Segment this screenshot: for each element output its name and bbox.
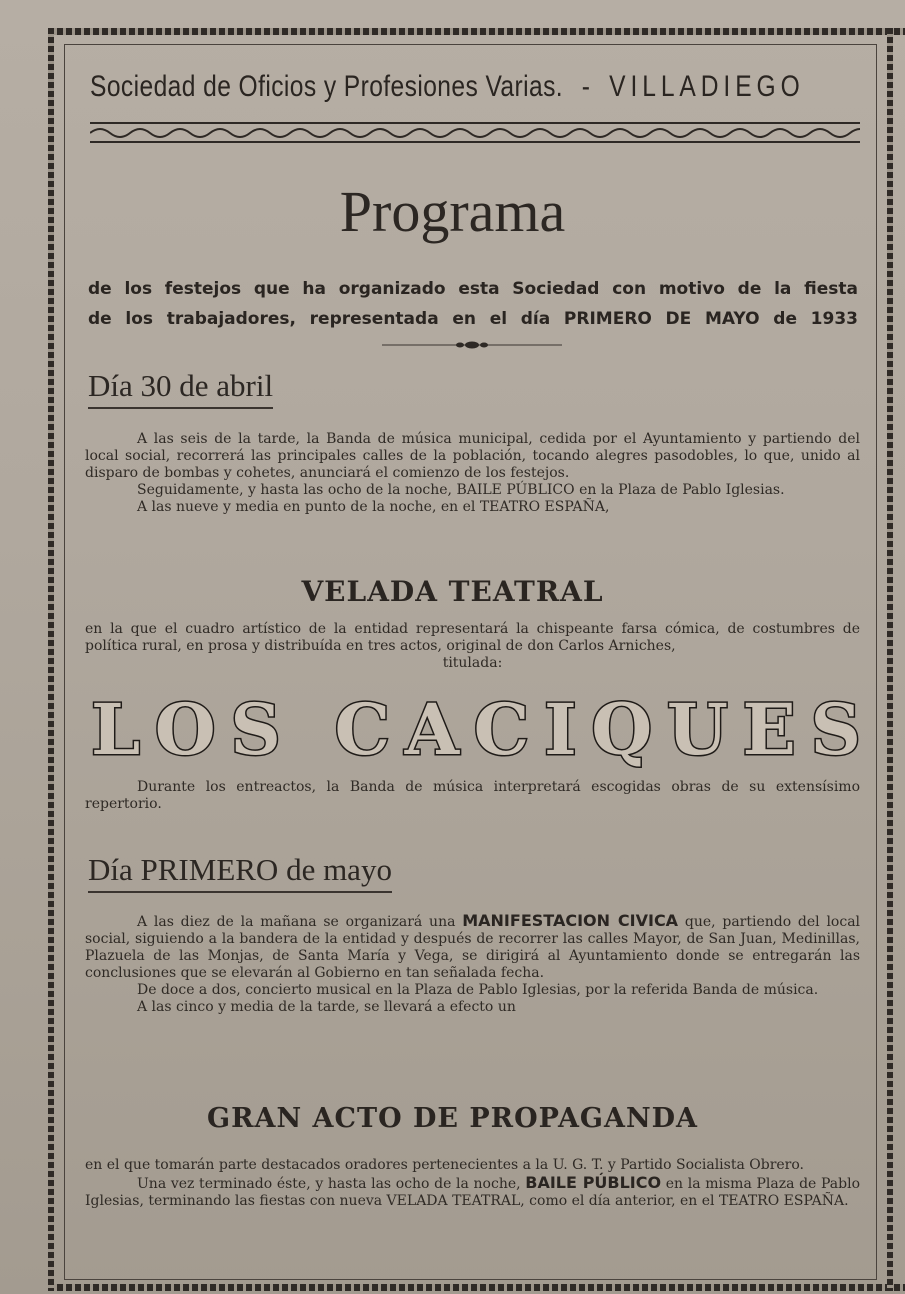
town-name: VILLADIEGO: [609, 70, 805, 103]
text-run: que, partiendo del local social, siguiendo a la bandera de la entidad y después de recorrer las calles Mayor, de San Juan, Medinillas, Plazuela de las Monjas, de Santa María y Vega, se dirigirá al Ayuntamiento donde se entregarán las conclusiones que se elevarán al Gobierno en tan señalada fecha.: [85, 914, 861, 981]
paragraph: [85, 912, 860, 982]
event-velada-teatral: VELADA TEATRAL: [301, 575, 604, 608]
paragraph: en la que el cuadro artístico de la entidad representará la chispeante farsa cómica, de costumbres de política rural, en prosa y distribuída en tres actos, original de don Carlos Arniches,: [85, 621, 860, 654]
text-run: A las diez de la mañana se organizará una: [137, 914, 463, 930]
play-description: [85, 621, 860, 672]
ornamental-band: [90, 122, 860, 144]
header-separator: -: [581, 70, 591, 103]
play-title-text: LOS CACIQUES: [91, 688, 861, 770]
may-1-paragraphs: [85, 912, 860, 1016]
top-border: [48, 28, 905, 35]
paragraph: Durante los entreactos, la Banda de música interpretará escogidas obras de su extensísimo repertorio.: [85, 779, 860, 812]
subtitle-line-2: de los trabajadores, representada en el día PRIMERO DE MAYO de 1933: [88, 309, 858, 329]
paragraph: [85, 1174, 860, 1210]
paragraph: Seguidamente, y hasta las ocho de la noche, BAILE PÚBLICO en la Plaza de Pablo Iglesias.: [137, 482, 785, 498]
day-heading-april-30: Día 30 de abril: [88, 368, 273, 409]
paragraph: en el que tomarán parte destacados oradores pertenecientes a la U. G. T. y Partido Socialista Obrero.: [85, 1157, 805, 1173]
page-title: Programa: [339, 179, 566, 244]
intermission-paragraph: [85, 779, 860, 813]
ornament-divider: [382, 338, 562, 352]
propaganda-paragraphs: [85, 1157, 860, 1210]
titled-label: titulada:: [442, 655, 503, 671]
society-name: Sociedad de Oficios y Profesiones Varias.: [90, 70, 564, 103]
paragraph: A las cinco y media de la tarde, se llevará a efecto un: [137, 999, 516, 1015]
bold-manifestacion: MANIFESTACION CIVICA: [462, 911, 679, 930]
paragraph: De doce a dos, concierto musical en la Plaza de Pablo Iglesias, por la referida Banda de música.: [137, 982, 819, 998]
text-run: Una vez terminado éste, y hasta las ocho de la noche,: [137, 1176, 526, 1192]
society-header: [90, 70, 805, 114]
april-30-paragraphs: [85, 431, 860, 516]
day-heading-may-1: Día PRIMERO de mayo: [88, 852, 392, 893]
subtitle-line-1: de los festejos que ha organizado esta Sociedad con motivo de la fiesta: [88, 279, 858, 299]
bold-baile-publico: BAILE PÚBLICO: [525, 1173, 662, 1192]
paragraph: A las nueve y media en punto de la noche, en el TEATRO ESPAÑA,: [137, 499, 610, 515]
paragraph: A las seis de la tarde, la Banda de música municipal, cedida por el Ayuntamiento y partiendo del local social, recorrerá las principales calles de la población, tocando alegres pasodobles, lo que, unido al disparo de bombas y cohetes, anunciará el comienzo de los festejos.: [85, 431, 860, 481]
event-gran-acto: GRAN ACTO DE PROPAGANDA: [207, 1103, 698, 1134]
bottom-border: [48, 1284, 905, 1291]
play-title-los-caciques: [86, 688, 866, 770]
text-run: en la misma Plaza de Pablo Iglesias, terminando las fiestas con nueva VELADA TEATRAL, como el día anterior, en el TEATRO ESPAÑA.: [85, 1176, 861, 1209]
